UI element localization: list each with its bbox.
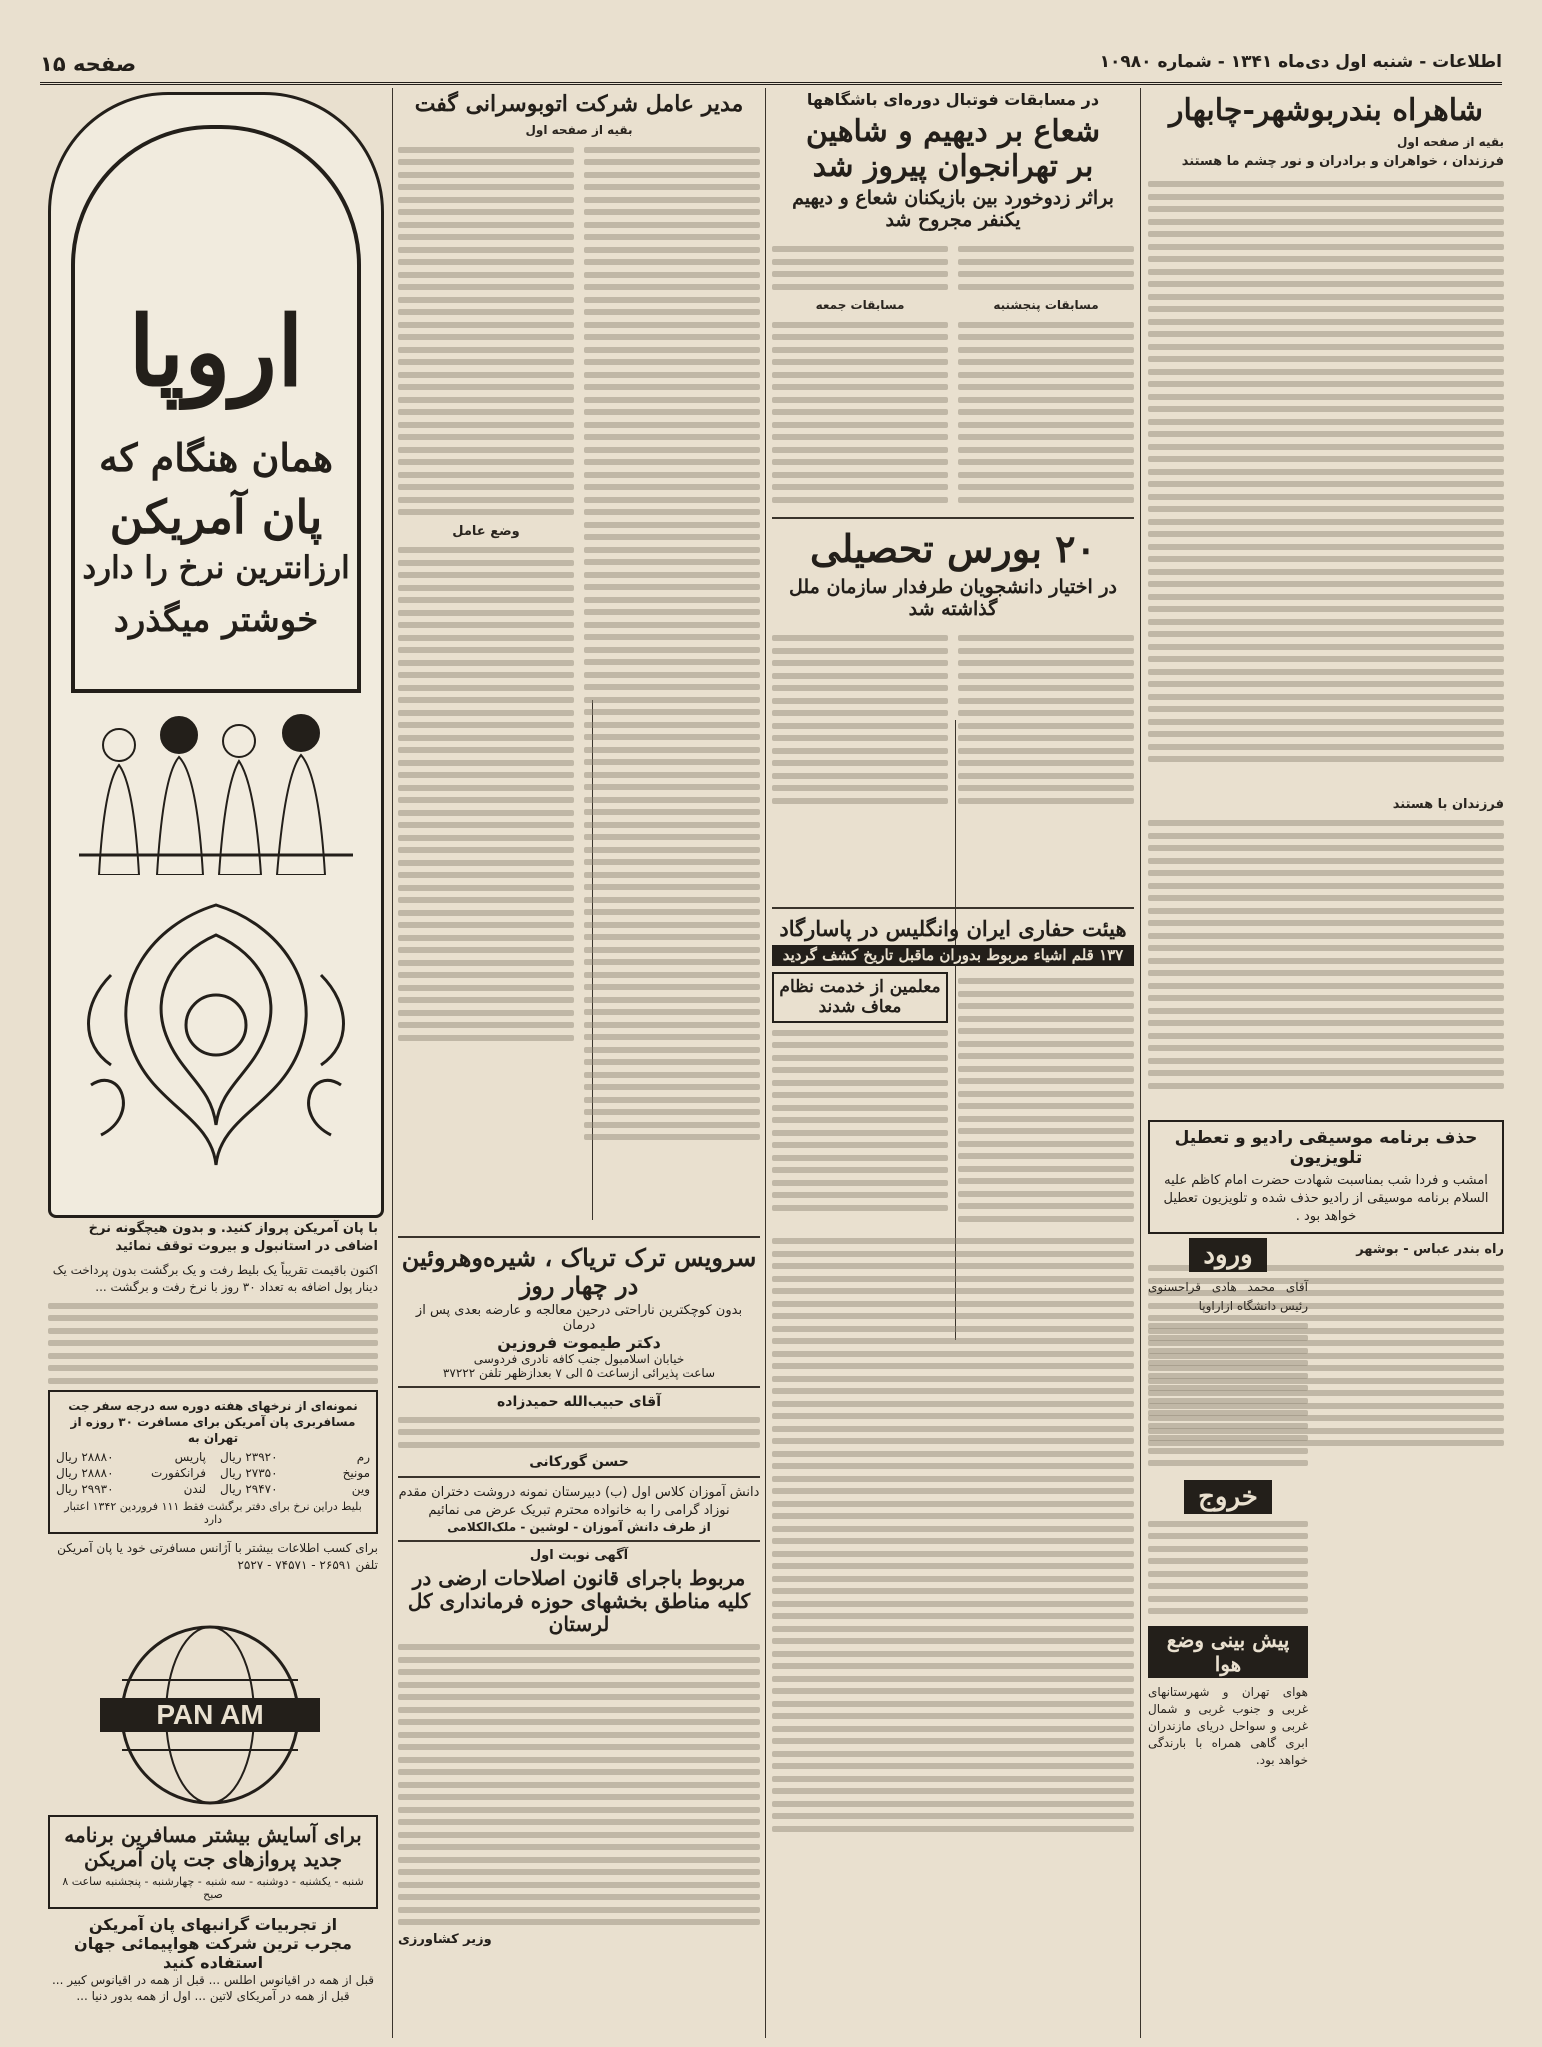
ad-footer-2: مجرب ترین شرکت هواپیمائی جهان استفاده کنید bbox=[74, 1934, 352, 1972]
students-ad-text: دانش آموزان کلاس اول (ب) دبیرستان نمونه دروشت دختران مقدم نوزاد گرامی را به خانواده محترم تبریک عرض می نمائیم bbox=[398, 1485, 760, 1519]
land-reform-notice bbox=[398, 1548, 760, 1947]
addiction-ad-hours: ساعت پذیرائی ازساعت ۵ الی ۷ بعدازظهر تلفن ۳۷۲۲۲ bbox=[442, 1366, 716, 1381]
fare-price: ۲۳۹۲۰ ریال bbox=[220, 1450, 278, 1464]
subhead-excavation: ۱۳۷ قلم اشیاء مربوط بدوران ماقبل تاریخ کشف گردید bbox=[772, 945, 1134, 966]
headline-bus: مدیر عامل شرکت اتوبوسرانی گفت bbox=[414, 91, 744, 117]
issue-info: اطلاعات - شنبه اول دی‌ماه ۱۳۴۱ - شماره ۱۰۹۸۰ bbox=[1099, 52, 1502, 72]
fare-price: ۲۹۴۷۰ ریال bbox=[220, 1482, 278, 1496]
addiction-ad-doctor: دکتر طیموت فروزین bbox=[497, 1333, 661, 1353]
subhead: وضع عامل bbox=[452, 523, 520, 539]
congrats-ad-name: آقای حبیب‌الله حمیدزاده bbox=[497, 1394, 661, 1411]
subhead: فرزندان ، خواهران و برادران و نور چشم ما هستند bbox=[1181, 153, 1504, 169]
headline-highway: شاهراه بندربوشهر-چابهار bbox=[1168, 93, 1484, 128]
fare-row bbox=[220, 1466, 370, 1480]
column-rule bbox=[765, 88, 766, 2038]
headline-excavation: هیئت حفاری ایران وانگلیس در پاسارگاد bbox=[779, 915, 1127, 941]
congrats-ad bbox=[398, 1394, 760, 1470]
ad-line-2: پان آمریکن bbox=[109, 490, 323, 544]
ad-illustration-people bbox=[79, 705, 353, 875]
subhead: راه بندر عباس - بوشهر bbox=[1356, 1241, 1504, 1257]
notice-sign: وزیر کشاورزی bbox=[398, 1931, 492, 1947]
headline-football-2: بر تهرانجوان پیروز شد bbox=[812, 148, 1094, 184]
fare-price: ۲۸۸۸۰ ریال bbox=[56, 1450, 114, 1464]
fare-city: لندن bbox=[183, 1482, 206, 1496]
students-ad bbox=[398, 1484, 760, 1534]
ad-word-europe: اروپا bbox=[128, 295, 304, 408]
fare-city: پاریس bbox=[174, 1450, 206, 1464]
ad-tagline-1: برای آسایش بیشتر مسافرین برنامه bbox=[64, 1823, 362, 1847]
panam-logo-text: PAN AM bbox=[156, 1699, 264, 1730]
section-divider bbox=[398, 1386, 760, 1388]
article-body bbox=[772, 1238, 1134, 1832]
addiction-ad-text: بدون کوچکترین ناراحتی درحین معالجه و عارضه بعدی پس از درمان bbox=[415, 1303, 743, 1334]
continued-from: بقیه از صفحه اول bbox=[1396, 134, 1504, 149]
panam-europe-ad bbox=[48, 92, 384, 1218]
panam-globe-logo bbox=[80, 1620, 340, 1810]
ad-tagline-2: جدید پروازهای جت پان آمریکن bbox=[83, 1847, 343, 1871]
notice-text: امشب و فردا شب بمناسبت شهادت حضرت امام کاظم علیه السلام برنامه موسیقی از رادیو حذف شده و تلویزیون تعطیل خواهد بود . bbox=[1163, 1172, 1489, 1224]
addiction-ad-title: سرویس ترک تریاک ، شیره‌وهروئین در چهار روز bbox=[401, 1243, 757, 1300]
fare-city: رم bbox=[356, 1450, 370, 1464]
fare-row bbox=[56, 1450, 206, 1464]
weather-text: هوای تهران و شهرستانهای غربی و جنوب غربی و شمال غربی و سواحل دریای مازندران ابری گاهی همراه با بارندگی خواهد بود. bbox=[1148, 1685, 1308, 1767]
subhead-football: براثر زدوخورد بین بازیکنان شعاع و دیهیم یکنفر مجروح شد bbox=[792, 187, 1114, 231]
ad-body: اکنون باقیمت تقریباً یک بلیط رفت و یک برگشت بدون پرداخت یک دینار پول اضافه به تعداد ۳۰ روز با نرخ رفت و برگشت ... bbox=[52, 1263, 378, 1294]
fare-city: فرانکفورت bbox=[150, 1466, 206, 1480]
notice-title: حذف برنامه موسیقی رادیو و تعطیل تلویزیون bbox=[1174, 1127, 1478, 1168]
column-right bbox=[1148, 88, 1504, 2028]
column-rule bbox=[392, 88, 393, 2038]
section-divider bbox=[398, 1236, 760, 1238]
headline-scholarship: ۲۰ بورس تحصیلی bbox=[809, 526, 1096, 572]
fare-city: وین bbox=[351, 1482, 370, 1496]
match-heading: مسابقات پنجشنبه bbox=[993, 298, 1099, 313]
fare-price: ۲۷۳۵۰ ریال bbox=[220, 1466, 278, 1480]
column-bus bbox=[398, 88, 760, 2028]
fare-row bbox=[220, 1482, 370, 1496]
match-heading: مسابقات جمعه bbox=[815, 298, 905, 313]
addiction-ad-address: خیابان اسلامبول جنب کافه نادری فردوسی bbox=[473, 1352, 685, 1367]
arrivals-text: آقای محمد هادی قراحسنوی رئیس دانشگاه ازاراوپا bbox=[1148, 1280, 1308, 1313]
arrivals-badge: ورود bbox=[1189, 1238, 1266, 1272]
ad-line-4: خوشتر میگذرد bbox=[113, 600, 319, 640]
fares-table bbox=[48, 1390, 378, 1534]
masthead bbox=[40, 52, 1502, 85]
ad-footer-1: از تجربیات گرانبهای پان آمریکن bbox=[88, 1915, 338, 1934]
congrats-ad-sign: حسن گورکانی bbox=[529, 1454, 629, 1471]
article-body bbox=[1148, 814, 1504, 1114]
fares-table-title: نمونه‌ای از نرخهای هفته دوره سه درجه سفر جت مسافربری پان آمریکن برای مسافرت ۳۰ روزه از تهران به bbox=[68, 1399, 358, 1445]
fare-price: ۲۹۹۳۰ ریال bbox=[56, 1482, 114, 1496]
students-ad-sign: از طرف دانش آموزان - لوشین - ملک‌الکلامی bbox=[447, 1520, 711, 1535]
section-divider bbox=[398, 1476, 760, 1478]
ad-line-1: همان هنگام که bbox=[98, 435, 333, 480]
kicker-football: در مسابقات فوتبال دوره‌ای باشگاهها bbox=[806, 90, 1100, 109]
ad-ornament bbox=[71, 885, 361, 1185]
page-number: صفحه ۱۵ bbox=[40, 52, 137, 76]
continued-from: بقیه از صفحه اول bbox=[525, 123, 633, 138]
column-rule bbox=[1140, 88, 1141, 2038]
fare-note: بلیط دراین نرخ برای دفتر برگشت فقط ۱۱۱ فروردین ۱۳۴۲ اعتبار دارد bbox=[64, 1500, 362, 1526]
ad-contact: برای کسب اطلاعات بیشتر با آژانس مسافرتی خود یا پان آمریکن تلفن ۲۶۵۹۱ - ۷۴۵۷۱ - ۲۵۲۷ bbox=[57, 1541, 378, 1572]
fare-row bbox=[56, 1466, 206, 1480]
ad-footer bbox=[48, 1815, 378, 2004]
ad-details bbox=[48, 1220, 378, 1574]
notice-kicker: آگهی نوبت اول bbox=[529, 1548, 629, 1564]
ad-tagline-box bbox=[48, 1815, 378, 1909]
section-divider bbox=[398, 1540, 760, 1542]
departures-badge: خروج bbox=[1184, 1480, 1272, 1514]
subhead: فرزندان با هستند bbox=[1392, 796, 1504, 812]
subhead-scholarship: در اختیار دانشجویان طرفدار سازمان ملل گذاشته شد bbox=[788, 575, 1118, 620]
section-divider bbox=[772, 517, 1134, 519]
notice-radio-box bbox=[1148, 1120, 1504, 1234]
column-sports bbox=[772, 88, 1134, 2028]
addiction-ad bbox=[398, 1244, 760, 1380]
fare-city: مونیخ bbox=[342, 1466, 370, 1480]
fare-row bbox=[56, 1482, 206, 1496]
weather-badge: پیش بینی وضع هوا bbox=[1148, 1626, 1308, 1678]
ad-schedule: شنبه - یکشنبه - دوشنبه - سه شنبه - چهارشنبه - پنجشنبه ساعت ۸ صبح bbox=[62, 1875, 364, 1901]
headline-football-1: شعاع بر دیهیم و شاهین bbox=[805, 114, 1101, 149]
ad-footer-3: قبل از همه در اقیانوس اطلس ... قبل از همه در اقیانوس کبیر ... قبل از همه در آمریکای لاتین ... اول از همه بدور دنیا ... bbox=[51, 1973, 375, 2003]
ad-line-3: ارزانترین نرخ را دارد bbox=[82, 550, 350, 586]
fare-price: ۲۸۸۸۰ ریال bbox=[56, 1466, 114, 1480]
arrivals-section bbox=[1148, 1238, 1308, 1769]
ad-caption: با پان آمریکن پرواز کنید. و بدون هیچگونه نرخ اضافی در استانبول و بیروت توقف نمائید bbox=[88, 1221, 378, 1254]
football-columns bbox=[772, 240, 1134, 510]
fares-grid bbox=[56, 1450, 370, 1496]
fare-row bbox=[220, 1450, 370, 1464]
notice-title: مربوط باجرای قانون اصلاحات ارضی در کلیه مناطق بخشهای حوزه فرمانداری کل لرستان bbox=[407, 1566, 751, 1637]
article-body bbox=[1148, 175, 1504, 795]
section-divider bbox=[772, 907, 1134, 909]
teachers-exempt-box: معلمین از خدمت نظام معاف شدند bbox=[772, 972, 948, 1023]
